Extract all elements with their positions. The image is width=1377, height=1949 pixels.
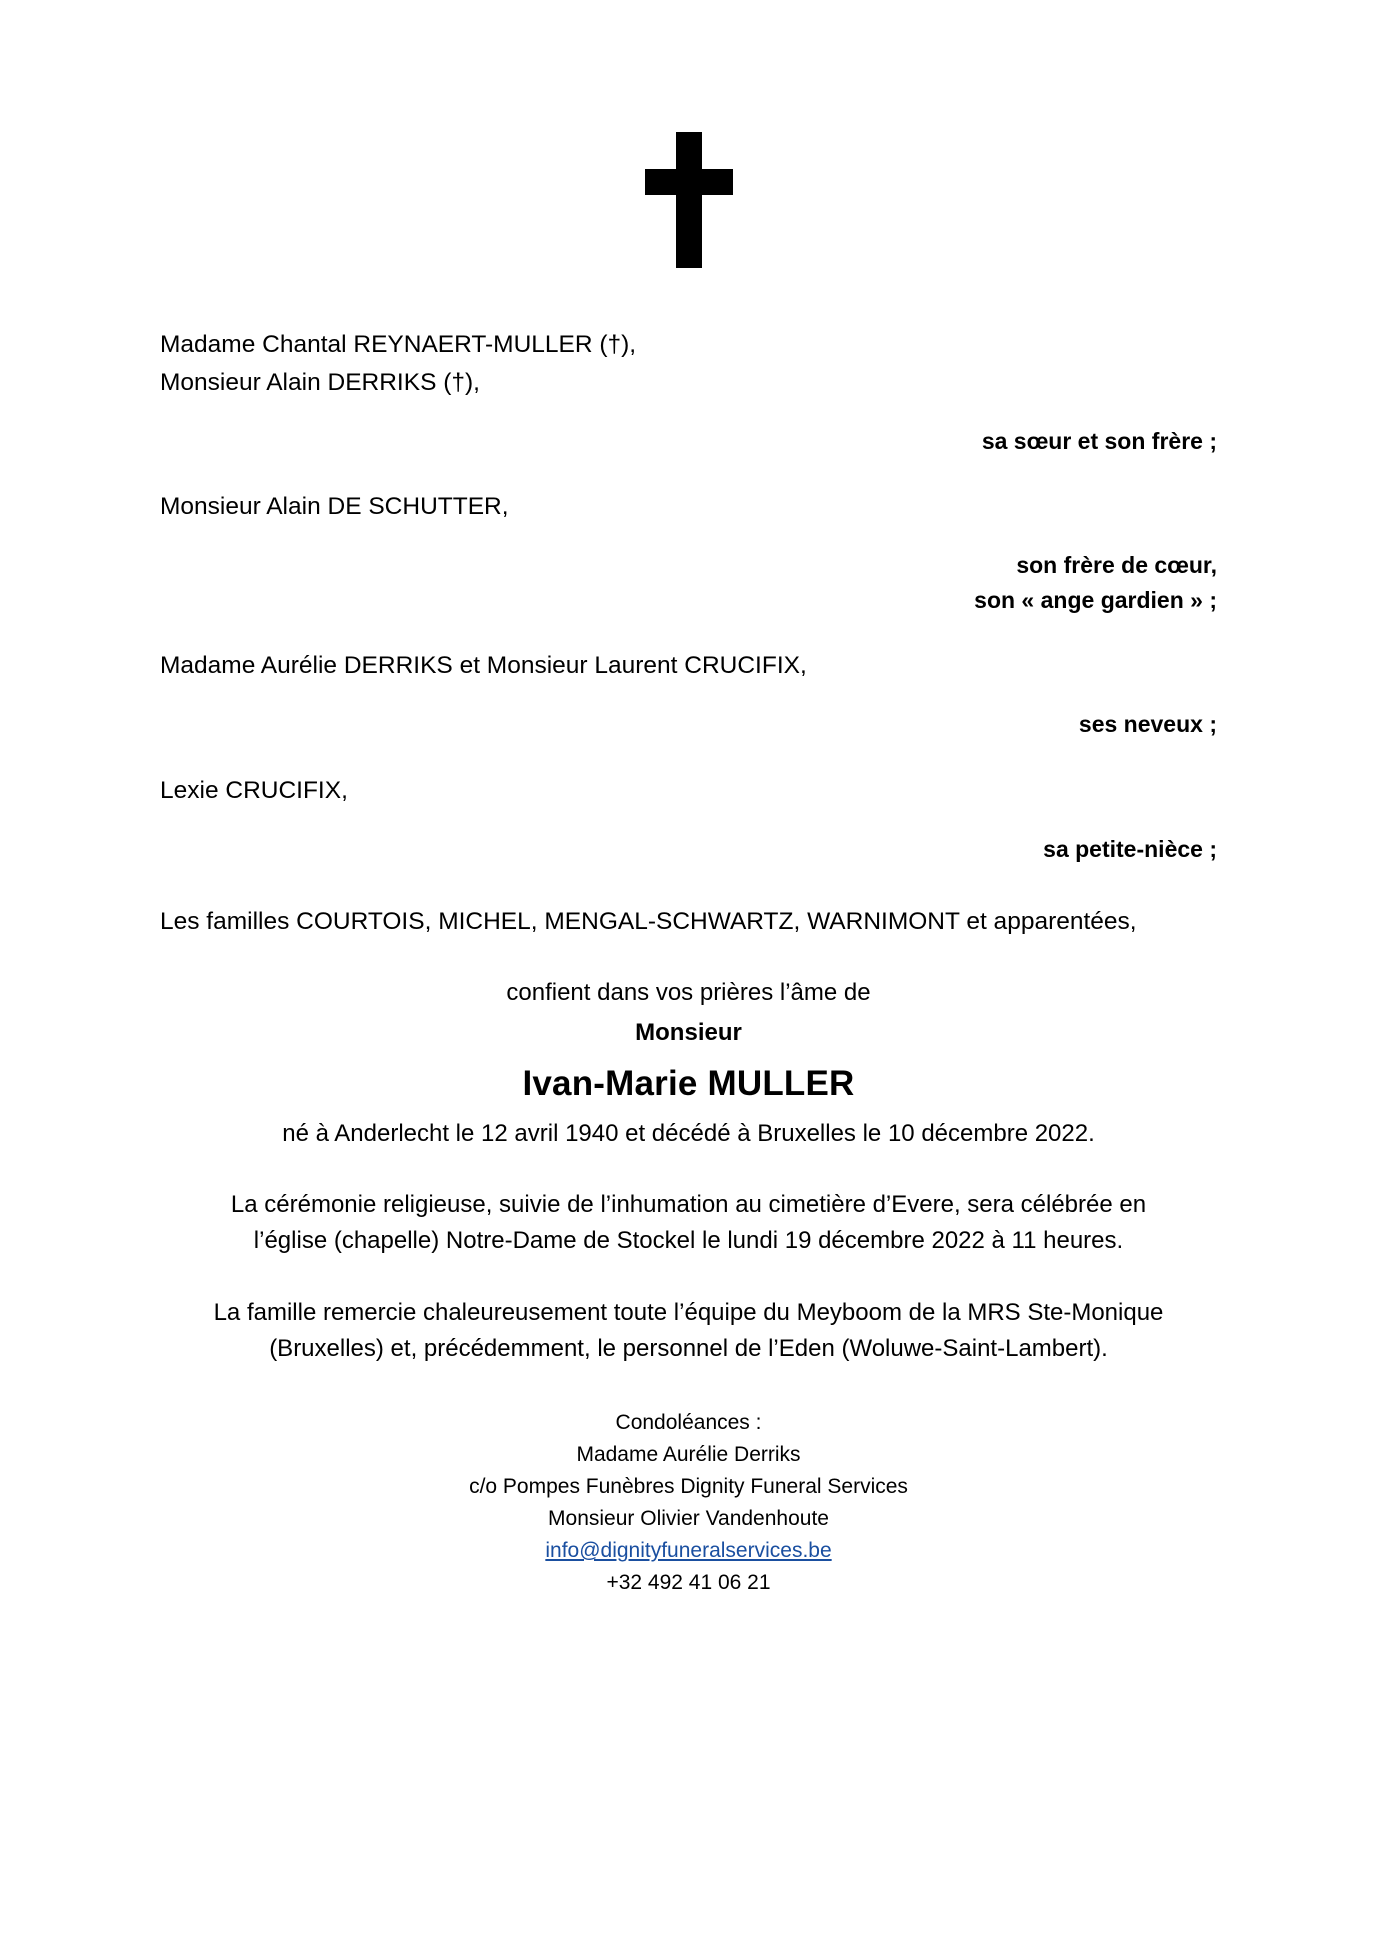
thanks-line-2: (Bruxelles) et, précédemment, le personnel de l’Eden (Woluwe-Saint-Lambert). — [269, 1335, 1108, 1363]
confide-text: confient dans vos prières l’âme de — [506, 979, 871, 1007]
relation-petite-niece: sa petite-nièce ; — [1043, 835, 1217, 862]
announcement-names-block — [160, 326, 1217, 936]
ceremony-line-2: l’église (chapelle) Notre-Dame de Stockel le lundi 19 décembre 2022 à 11 heures. — [253, 1227, 1124, 1255]
spacer — [160, 685, 1217, 707]
condolences-heading: Condoléances : — [615, 1411, 762, 1435]
spacer — [160, 402, 1217, 424]
mourner-derriks-crucifix: Madame Aurélie DERRIKS et Monsieur Laurent CRUCIFIX, — [160, 652, 807, 680]
mourner-de-schutter: Monsieur Alain DE SCHUTTER, — [160, 493, 509, 521]
condolences-company: c/o Pompes Funèbres Dignity Funeral Services — [469, 1475, 908, 1499]
mourner-line-1: Madame Chantal REYNAERT-MULLER (†), — [160, 331, 637, 358]
spacer — [160, 526, 1217, 548]
cross-symbol-container — [160, 0, 1217, 268]
deceased-name: Ivan-Marie MULLER — [522, 1064, 855, 1104]
spacer — [160, 742, 1217, 772]
condolences-contact-name: Madame Aurélie Derriks — [576, 1443, 801, 1467]
ceremony-paragraph — [160, 1187, 1217, 1259]
condolences-agent: Monsieur Olivier Vandenhoute — [548, 1507, 829, 1531]
relation-frere-de-coeur: son frère de cœur, — [1016, 552, 1217, 579]
deceased-block — [160, 976, 1217, 1151]
spacer — [160, 617, 1217, 647]
thanks-paragraph — [160, 1295, 1217, 1367]
spacer — [160, 458, 1217, 488]
condolences-block — [160, 1407, 1217, 1598]
families-line: Les familles COURTOIS, MICHEL, MENGAL-SCHWARTZ, WARNIMONT et apparentées, — [160, 908, 1137, 936]
thanks-line-1: La famille remercie chaleureusement toute l’équipe du Meyboom de la MRS Ste-Monique — [213, 1299, 1164, 1327]
latin-cross-icon — [645, 132, 733, 268]
relation-soeur-frere: sa sœur et son frère ; — [981, 427, 1217, 454]
spacer — [160, 810, 1217, 832]
relation-neveux: ses neveux ; — [1078, 711, 1217, 738]
relation-ange-gardien: son « ange gardien » ; — [974, 586, 1217, 613]
mourner-line-2: Monsieur Alain DERRIKS (†), — [160, 368, 480, 396]
deceased-title: Monsieur — [635, 1019, 742, 1047]
condolences-phone: +32 492 41 06 21 — [606, 1570, 771, 1594]
mourner-lexie: Lexie CRUCIFIX, — [160, 776, 348, 804]
ceremony-line-1: La cérémonie religieuse, suivie de l’inhumation au cimetière d’Evere, sera célébrée en — [230, 1191, 1147, 1219]
birth-death-line: né à Anderlecht le 12 avril 1940 et décédé à Bruxelles le 10 décembre 2022. — [282, 1119, 1095, 1147]
condolences-email-link[interactable]: info@dignityfuneralservices.be — [545, 1539, 832, 1563]
